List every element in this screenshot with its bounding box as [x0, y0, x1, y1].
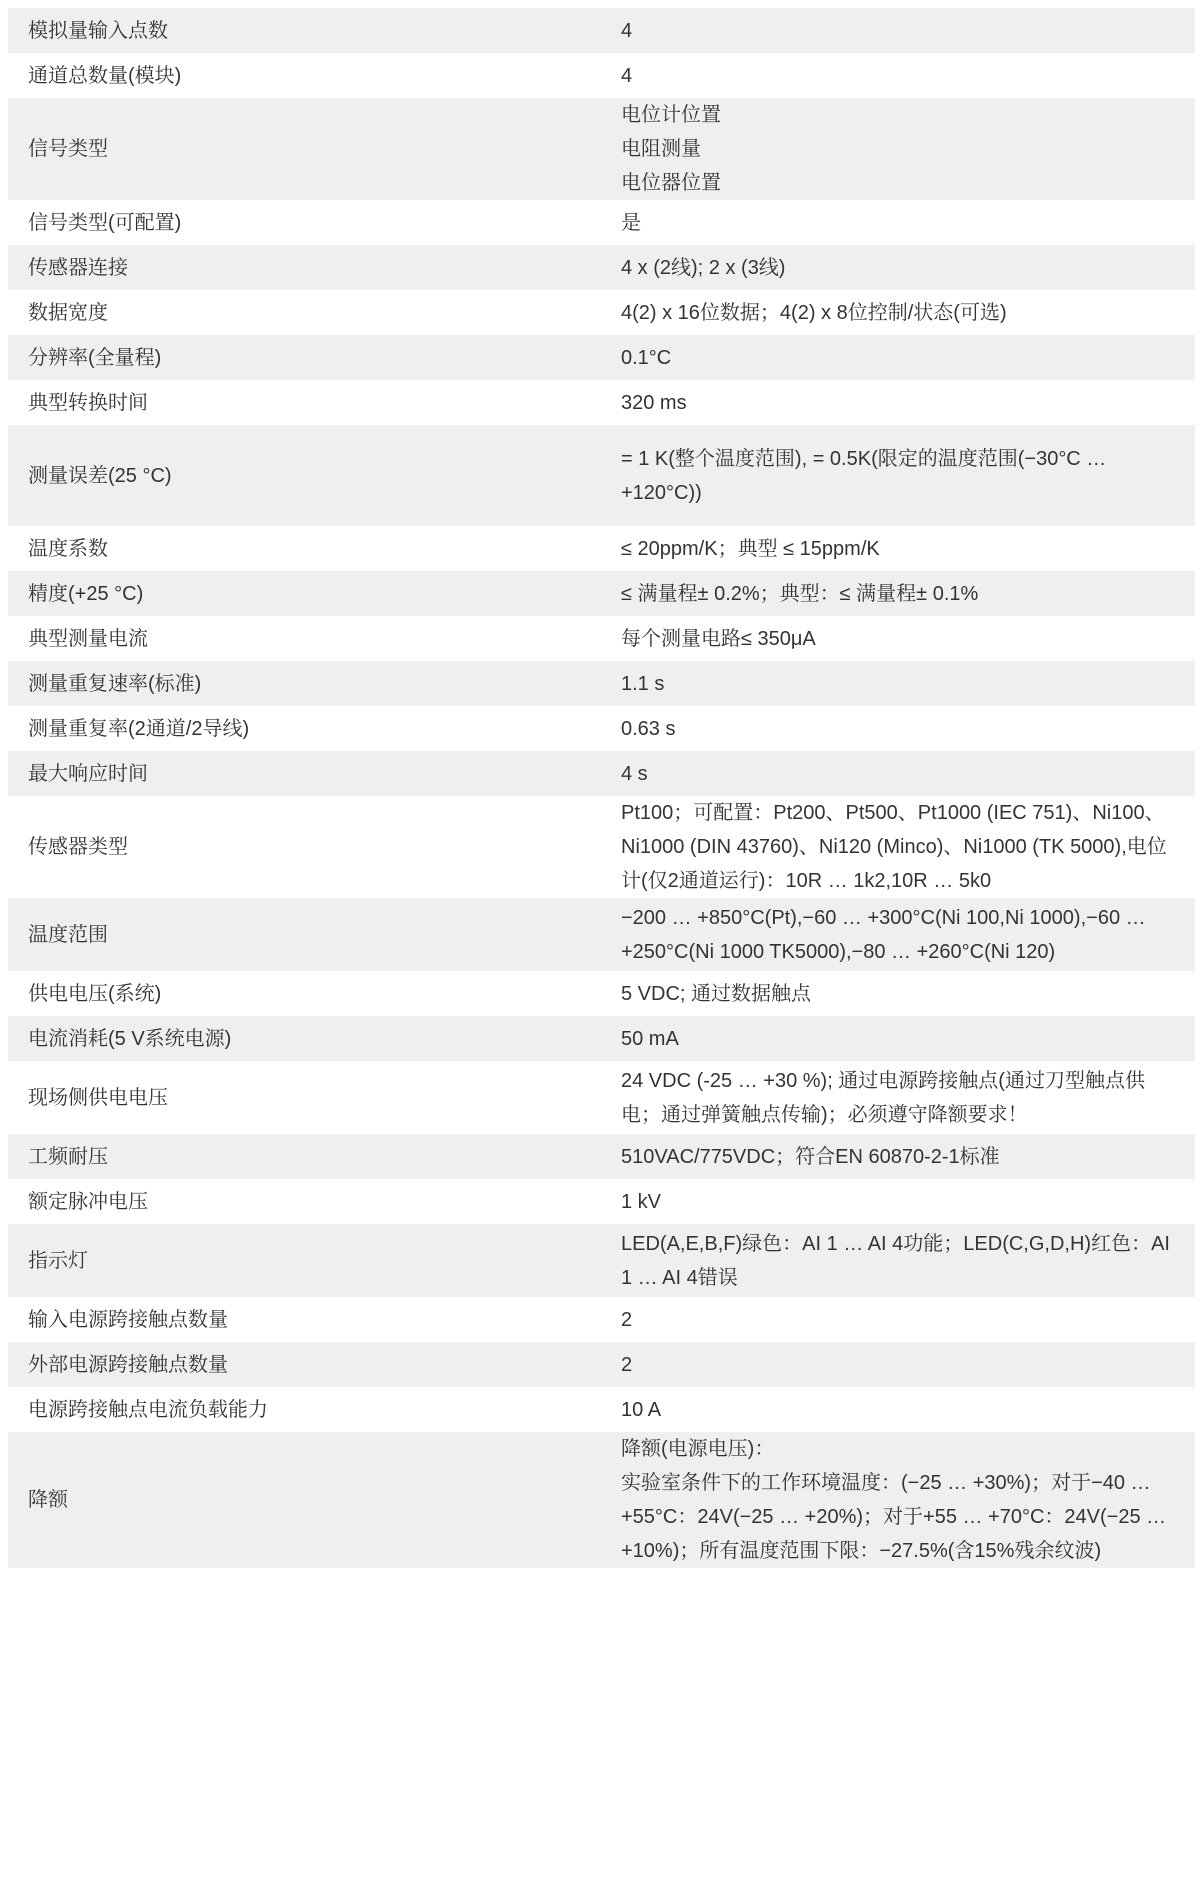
table-row: [8, 380, 1195, 425]
spec-value: LED(A,E,B,F)绿色：AI 1 … AI 4功能；LED(C,G,D,H)红色：AI 1 … AI 4错误: [601, 1224, 1195, 1297]
table-row: [8, 290, 1195, 335]
table-row: [8, 98, 1195, 200]
spec-label: 分辨率(全量程): [8, 335, 601, 380]
spec-value: 50 mA: [601, 1016, 1195, 1061]
spec-label: 指示灯: [8, 1224, 601, 1297]
table-row: [8, 1432, 1195, 1568]
spec-value: 电位计位置 电阻测量 电位器位置: [601, 98, 1195, 200]
table-row: [8, 796, 1195, 898]
table-row: [8, 1134, 1195, 1179]
spec-label: 工频耐压: [8, 1134, 601, 1179]
spec-label: 传感器连接: [8, 245, 601, 290]
spec-label: 信号类型(可配置): [8, 200, 601, 245]
spec-value: 1 kV: [601, 1179, 1195, 1224]
spec-label: 模拟量输入点数: [8, 8, 601, 53]
table-row: [8, 1179, 1195, 1224]
spec-label: 输入电源跨接触点数量: [8, 1297, 601, 1342]
table-row: [8, 335, 1195, 380]
table-row: [8, 1342, 1195, 1387]
spec-value: 2: [601, 1342, 1195, 1387]
spec-label: 典型测量电流: [8, 616, 601, 661]
spec-label: 温度范围: [8, 898, 601, 971]
spec-value: 0.63 s: [601, 706, 1195, 751]
spec-label: 测量重复率(2通道/2导线): [8, 706, 601, 751]
spec-value: 是: [601, 200, 1195, 245]
table-row: [8, 1061, 1195, 1134]
spec-value: 10 A: [601, 1387, 1195, 1432]
spec-value: 4 s: [601, 751, 1195, 796]
spec-label: 外部电源跨接触点数量: [8, 1342, 601, 1387]
spec-value: 降额(电源电压)： 实验室条件下的工作环境温度：(−25 … +30%)；对于−40 … +55°C：24V(−25 … +20%)；对于+55 … +70°C：24V(−25 … +10%)；所有温度范围下限：−27.5%(含15%残余纹波): [601, 1432, 1195, 1568]
spec-label: 通道总数量(模块): [8, 53, 601, 98]
spec-label: 温度系数: [8, 526, 601, 571]
spec-label: 电流消耗(5 V系统电源): [8, 1016, 601, 1061]
spec-value: Pt100；可配置：Pt200、Pt500、Pt1000 (IEC 751)、Ni100、Ni1000 (DIN 43760)、Ni120 (Minco)、Ni1000 (TK 5000),电位计(仅2通道运行)：10R … 1k2,10R … 5k0: [601, 796, 1195, 898]
table-row: [8, 8, 1195, 53]
spec-value: 每个测量电路≤ 350μA: [601, 616, 1195, 661]
spec-label: 供电电压(系统): [8, 971, 601, 1016]
spec-value: 1.1 s: [601, 661, 1195, 706]
spec-label: 电源跨接触点电流负载能力: [8, 1387, 601, 1432]
table-row: [8, 200, 1195, 245]
spec-label: 额定脉冲电压: [8, 1179, 601, 1224]
table-row: [8, 1387, 1195, 1432]
spec-table-body: [8, 8, 1195, 1568]
spec-value: 5 VDC; 通过数据触点: [601, 971, 1195, 1016]
spec-value: 24 VDC (-25 … +30 %); 通过电源跨接触点(通过刀型触点供电；通过弹簧触点传输)；必须遵守降额要求！: [601, 1061, 1195, 1134]
spec-value: ≤ 满量程± 0.2%；典型：≤ 满量程± 0.1%: [601, 571, 1195, 616]
spec-label: 现场侧供电电压: [8, 1061, 601, 1134]
table-row: [8, 526, 1195, 571]
table-row: [8, 661, 1195, 706]
spec-value: 4 x (2线); 2 x (3线): [601, 245, 1195, 290]
table-row: [8, 571, 1195, 616]
spec-table: [8, 8, 1195, 1568]
spec-value: 4(2) x 16位数据；4(2) x 8位控制/状态(可选): [601, 290, 1195, 335]
table-row: [8, 898, 1195, 971]
spec-label: 典型转换时间: [8, 380, 601, 425]
spec-label: 精度(+25 °C): [8, 571, 601, 616]
spec-value: −200 … +850°C(Pt),−60 … +300°C(Ni 100,Ni 1000),−60 … +250°C(Ni 1000 TK5000),−80 … +260°C(Ni 120): [601, 898, 1195, 971]
table-row: [8, 53, 1195, 98]
spec-value: = 1 K(整个温度范围), = 0.5K(限定的温度范围(−30°C … +120°C)): [601, 425, 1195, 526]
spec-label: 测量重复速率(标准): [8, 661, 601, 706]
table-row: [8, 1224, 1195, 1297]
table-row: [8, 1297, 1195, 1342]
spec-value: 510VAC/775VDC；符合EN 60870-2-1标准: [601, 1134, 1195, 1179]
table-row: [8, 616, 1195, 661]
spec-label: 最大响应时间: [8, 751, 601, 796]
table-row: [8, 425, 1195, 526]
spec-value: 320 ms: [601, 380, 1195, 425]
spec-value: 4: [601, 8, 1195, 53]
spec-value: ≤ 20ppm/K；典型 ≤ 15ppm/K: [601, 526, 1195, 571]
table-row: [8, 245, 1195, 290]
spec-value: 2: [601, 1297, 1195, 1342]
spec-label: 数据宽度: [8, 290, 601, 335]
spec-value: 0.1°C: [601, 335, 1195, 380]
spec-label: 测量误差(25 °C): [8, 425, 601, 526]
table-row: [8, 971, 1195, 1016]
table-row: [8, 751, 1195, 796]
table-row: [8, 706, 1195, 751]
table-row: [8, 1016, 1195, 1061]
spec-label: 信号类型: [8, 98, 601, 200]
spec-label: 降额: [8, 1432, 601, 1568]
spec-value: 4: [601, 53, 1195, 98]
spec-label: 传感器类型: [8, 796, 601, 898]
